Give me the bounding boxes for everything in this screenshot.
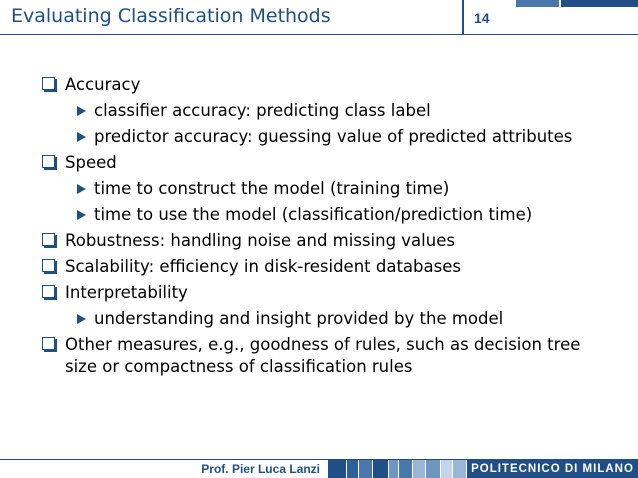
header-rule (0, 34, 638, 35)
page-number: 14 (474, 10, 490, 26)
triangle-bullet-icon (77, 210, 86, 220)
bullet-accuracy (42, 74, 627, 96)
triangle-bullet-icon (77, 106, 86, 116)
footer-decor-block-9 (441, 460, 452, 478)
footer-decor-block-5 (389, 460, 398, 478)
bullet-speed (42, 152, 627, 174)
footer-decor-block-2 (347, 460, 358, 478)
bullet-text: time to use the model (classification/prediction time) (94, 205, 533, 224)
footer-decor-block-7 (413, 460, 425, 478)
footer-decor-block-3 (359, 460, 372, 478)
sub-bullet-understanding (42, 308, 627, 330)
sub-bullet-classifier-accuracy (42, 100, 627, 122)
bullet-text: Interpretability (65, 283, 188, 302)
bullet-text: Speed (65, 153, 117, 172)
footer-decor-block-8 (426, 460, 440, 478)
slide-content (42, 74, 627, 382)
checkbox-bullet-icon (42, 155, 55, 168)
bullet-other-measures (42, 334, 605, 378)
footer-decor-block-6 (399, 460, 412, 478)
header-decor-block-2 (561, 0, 638, 7)
bullet-robustness (42, 230, 627, 252)
footer-decor-block-4 (373, 460, 388, 478)
sub-bullet-predictor-accuracy (42, 126, 627, 148)
sub-bullet-prediction-time (42, 204, 627, 226)
footer-decor-block-1 (328, 460, 346, 478)
bullet-interpretability (42, 282, 627, 304)
bullet-text: understanding and insight provided by the model (94, 309, 504, 328)
checkbox-bullet-icon (42, 337, 55, 350)
bullet-text: Robustness: handling noise and missing values (65, 231, 455, 250)
bullet-text: Accuracy (65, 75, 141, 94)
sub-bullet-training-time (42, 178, 627, 200)
triangle-bullet-icon (77, 184, 86, 194)
footer-author: Prof. Pier Luca Lanzi (201, 462, 320, 476)
bullet-text: Other measures, e.g., goodness of rules, such as decision tree size or compactness of classification rules (65, 335, 581, 376)
checkbox-bullet-icon (42, 77, 55, 90)
footer-decor-block-10 (453, 460, 466, 478)
bullet-text: Scalability: efficiency in disk-resident databases (65, 257, 461, 276)
institution-name: POLITECNICO DI MILANO (471, 463, 634, 475)
checkbox-bullet-icon (42, 285, 55, 298)
slide-title: Evaluating Classification Methods (11, 5, 331, 27)
bullet-text: time to construct the model (training time) (94, 179, 450, 198)
bullet-scalability (42, 256, 627, 278)
triangle-bullet-icon (77, 314, 86, 324)
checkbox-bullet-icon (42, 233, 55, 246)
bullet-text: predictor accuracy: guessing value of predicted attributes (94, 127, 573, 146)
checkbox-bullet-icon (42, 259, 55, 272)
header-separator (462, 0, 464, 34)
header-decor-block-1 (516, 0, 559, 7)
bullet-text: classifier accuracy: predicting class label (94, 101, 431, 120)
triangle-bullet-icon (77, 132, 86, 142)
